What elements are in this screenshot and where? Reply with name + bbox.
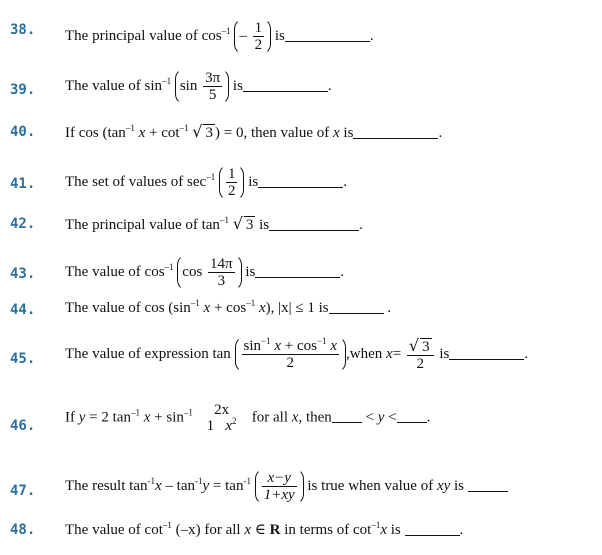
variable: x, [291,409,303,426]
denominator: 2 [227,183,236,199]
text: ), |x| [265,300,292,316]
text: + sin [154,409,184,426]
text: The principal value of tan [65,217,220,233]
text: ,when [346,345,383,362]
variable: y [377,409,385,426]
denominator: 3 [217,273,226,289]
period: . [459,522,464,538]
variable: x [203,300,211,316]
sqrt-icon: √ [232,214,243,233]
text: is [259,217,270,233]
denominator: 2 [286,355,295,371]
superscript: –1 [221,25,231,36]
question-text [65,336,528,373]
denominator [205,418,239,434]
numerator: 3π [205,70,221,86]
radicand: 3 [245,217,254,233]
denominator: 2 [254,37,263,53]
numerator [242,338,339,355]
parenthesis-group [219,164,245,201]
variable: x [154,477,162,494]
question-44 [0,298,602,324]
text: = tan [212,477,244,494]
denominator [262,487,297,503]
question-number: 47. [10,483,36,499]
superscript: –1 [164,261,174,272]
answer-blank[interactable] [243,79,328,92]
question-text [65,402,430,434]
question-text [65,164,347,201]
parenthesis-group [234,18,271,55]
superscript: –1 [183,407,193,418]
text: The value of cot [65,522,163,538]
superscript: 2 [232,416,237,426]
question-text [65,468,508,505]
superscript: -1 [194,475,203,486]
superscript: –1 [125,123,135,133]
minus-sign: – [239,27,247,44]
numerator: 1 [254,20,263,36]
question-text [65,300,391,317]
fraction [262,470,297,503]
superscript: –1 [162,75,172,86]
variable: x [138,125,146,141]
fraction [208,256,235,289]
text: = 2 tan [89,409,131,426]
question-41 [0,162,602,204]
question-text [65,122,442,142]
superscript: –1 [246,298,256,308]
variable: x [333,125,340,141]
variable: x [274,338,282,354]
text: The result tan [65,477,148,494]
fraction [242,338,339,371]
text: cos [182,263,203,280]
question-number: 46. [10,418,36,434]
variable: x [258,300,266,316]
superscript: −1 [261,336,271,346]
superscript: –1 [206,171,216,182]
question-text [65,68,332,105]
numerator [262,470,297,487]
text: – tan [165,477,195,494]
text: 1 [206,418,215,434]
superscript: –1 [130,407,140,418]
period: . [340,263,345,280]
text: ) = 0, then value of [214,125,330,141]
answer-blank[interactable] [258,175,343,188]
period: . [426,409,431,426]
question-48 [0,518,602,544]
parenthesis-group [255,468,304,505]
question-number: 41. [10,176,36,192]
variable: y [78,409,86,426]
text: If [65,409,75,426]
text: is [343,125,354,141]
text: is [439,345,450,362]
superscript: -1 [147,475,155,486]
numerator [407,335,434,356]
variable: y [202,477,210,494]
radicand: 3 [422,338,430,355]
variable: x [244,522,252,538]
parenthesis-group [175,68,229,105]
question-number: 44. [10,302,36,318]
period: . [387,300,392,316]
question-38 [0,14,602,53]
question-43 [0,252,602,296]
sqrt-icon: √ [192,122,203,141]
radicand: 3 [205,125,213,141]
question-46 [0,400,602,448]
text: sin [243,338,262,354]
answer-blank[interactable] [329,301,384,314]
parenthesis-group [177,254,241,291]
text: is [274,27,285,44]
denominator: 5 [208,87,217,103]
superscript: –1 [190,298,200,308]
text: The value of cos (sin [65,300,191,316]
answer-blank[interactable] [449,347,524,360]
question-number: 45. [10,351,36,367]
variable: xy [436,477,451,494]
text: is [454,477,465,494]
question-number: 39. [10,82,36,98]
answer-blank[interactable] [269,218,359,231]
text: is [232,77,243,94]
text: is [248,173,259,190]
sqrt-icon: √ [408,335,420,355]
period: . [359,217,363,233]
fraction [253,20,265,53]
fraction [226,166,238,199]
superscript: –1 [371,520,381,530]
question-40 [0,120,602,146]
denominator: 2 [416,355,424,372]
answer-blank-lower[interactable] [332,410,362,423]
question-number: 38. [10,22,36,38]
superscript: -1 [243,475,251,486]
answer-blank[interactable] [255,265,340,278]
parenthesis-group [235,336,346,373]
text: < [365,409,374,426]
text: is [245,263,256,280]
question-number: 43. [10,266,36,282]
period: . [369,27,374,44]
question-text [65,18,374,55]
text: sin [179,77,198,94]
question-39 [0,66,602,110]
text: in terms of cot [284,522,372,538]
question-text [65,520,463,539]
text: The set of values of sec [65,173,207,190]
answer-blank[interactable] [405,523,460,536]
text: The principal value of cos [65,27,222,44]
text: The value of expression tan [65,345,231,362]
question-47 [0,466,602,514]
period: . [524,345,529,362]
question-text [65,254,344,291]
question-45 [0,334,602,384]
numerator: 14π [210,256,233,272]
numerator: 1 [227,166,236,182]
fraction [407,335,434,372]
text: ≤ 1 is [295,300,329,316]
text: < [388,409,397,426]
question-42 [0,212,602,238]
text: The value of sin [65,77,163,94]
period: . [327,77,332,94]
period: . [343,173,347,190]
answer-blank[interactable] [468,479,508,492]
superscript: –1 [179,123,189,133]
text: for all [251,409,289,426]
text: is true when value of [307,477,434,494]
answer-blank[interactable] [285,29,370,42]
variable: x [330,338,338,354]
fraction [205,402,239,434]
text: is [390,522,401,538]
text: + cos [284,338,318,354]
text: = [392,345,402,362]
variable: x [380,522,387,538]
question-text [65,214,363,234]
element-of-symbol: ∈ [254,522,266,538]
question-number: 42. [10,216,36,232]
text: + cot [148,125,180,141]
answer-blank[interactable] [353,126,438,139]
superscript: –1 [219,215,229,225]
text: x−y [267,470,291,486]
text: If cos (tan [65,125,126,141]
variable: x [143,409,151,426]
question-number: 48. [10,522,36,538]
text: The value of cos [65,263,165,280]
variable: x [225,418,233,434]
numerator: 2x [214,402,230,418]
question-number: 40. [10,124,36,140]
text: then [305,409,332,426]
fraction [203,70,222,103]
variable: x [386,345,393,362]
text: (–x) for all [175,522,241,538]
superscript: −1 [317,336,327,346]
text: + cos [213,300,247,316]
answer-blank-upper[interactable] [397,410,427,423]
period: . [438,125,443,141]
superscript: –1 [162,520,172,530]
text: 1+xy [263,487,295,503]
real-numbers-symbol: R [269,522,281,538]
